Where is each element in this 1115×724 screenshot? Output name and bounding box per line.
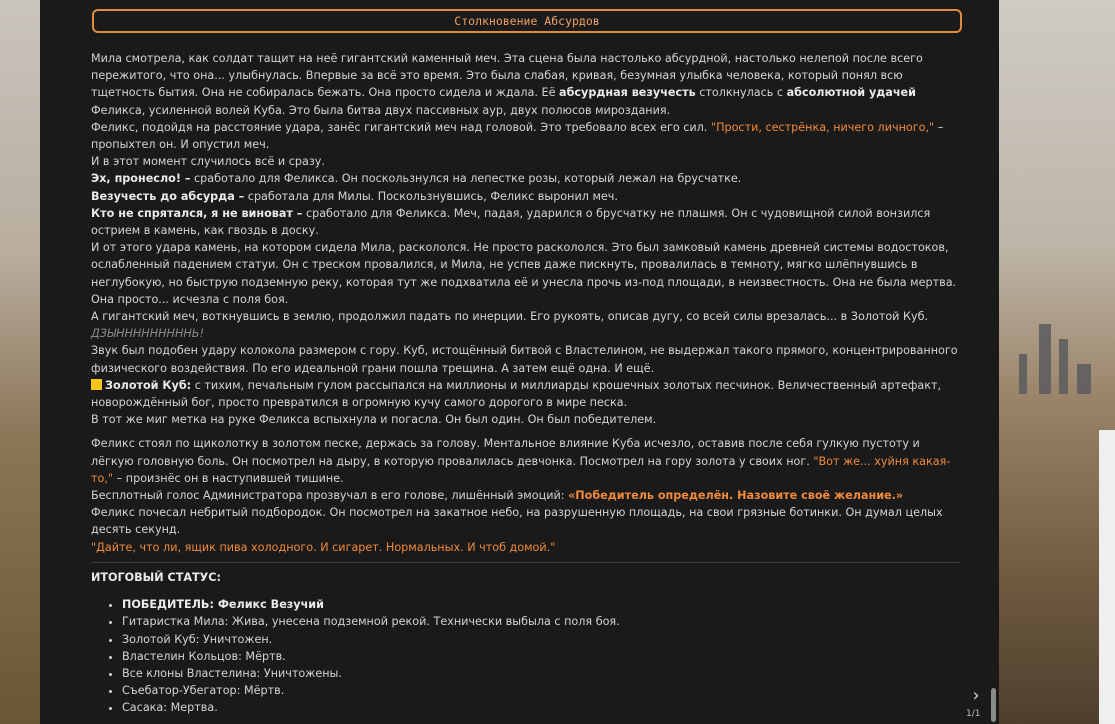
paragraph-8: А гигантский меч, воткнувшись в землю, продолжил падать по инерции. Его рукоять, описав дугу, со всей силы врезалась... в Золотой Куб.	[91, 310, 929, 324]
paragraph-1: Мила смотрела, как солдат тащит на неё гигантский каменный меч. Эта сцена была настолько абсурдной, настолько нелепой после всего пережитого, что она... улыбнулась. Впервые за всё это время. Это была слабая, кривая, безумная улыбка человека, который понял всю тщетность бытия. Она не собиралась бежать. Она просто сидела и ждала. Её абсурдная везучесть столкнулась с абсолютной удачей Феликса, усиленной волей Куба. Это была битва двух пассивных аур, двух полюсов мироздания.	[91, 52, 923, 117]
status-item: • ПОБЕДИТЕЛЬ: Феликс Везучий	[122, 596, 963, 613]
paragraph-2: Феликс, подойдя на расстояние удара, занёс гигантский меч над головой. Это требовало всех его сил. "Прости, сестрёнка, ничего личного," – пропыхтел он. И опустил меч.	[91, 120, 944, 152]
paragraph-16: "Дайте, что ли, ящик пива холодного. И сигарет. Нормальных. И чтоб домой."	[91, 540, 556, 554]
paragraph-15: Феликс почесал небритый подбородок. Он посмотрел на закатное небо, на разрушенную площадь, на свои грязные ботинки. Он думал целых десять секунд.	[91, 506, 943, 537]
status-item: • Съебатор-Убегатор: Мёртв.	[122, 682, 963, 699]
paragraph-5: Везучесть до абсурда – сработала для Милы. Поскользнувшись, Феликс выронил меч.	[91, 189, 618, 203]
paragraph-12: В тот же миг метка на руке Феликса вспыхнула и погасла. Он был один. Он был победителем.	[91, 413, 657, 427]
paragraph-4: Эх, пронесло! – сработало для Феликса. Он поскользнулся на лепестке розы, который лежал на брусчатке.	[91, 172, 742, 186]
background-right	[999, 0, 1115, 724]
yellow-square-icon	[91, 379, 102, 390]
paragraph-10: Звук был подобен удару колокола размером с гору. Куб, истощённый битвой с Властелином, не выдержал такого прямого, концентрированного физического воздействия. По его идеальной грани пошла трещина. А затем ещё одна. И ещё.	[91, 344, 958, 375]
chevron-right-icon[interactable]: ›	[972, 685, 980, 706]
side-panel-edge	[1099, 430, 1115, 724]
paragraph-3: И в этот момент случилось всё и сразу.	[91, 155, 325, 169]
page-indicator: 1/1	[966, 709, 981, 719]
paragraph-6: Кто не спрятался, я не виноват – сработало для Феликса. Меч, падая, ударился о брусчатку не плашмя. Он с чудовищной силой вонзился острием в камень, как гвоздь в доску.	[91, 206, 931, 238]
paragraph-13: Феликс стоял по щиколотку в золотом песке, держась за голову. Ментальное влияние Куба исчезло, оставив после себя гулкую пустоту и лёгкую головную боль. Он посмотрел на дыру, в которую провалилась девчонка. Посмотрел на гору золота у своих ног. "Вот же... хуйня какая-то," – произнёс он в наступившей тишине.	[91, 437, 951, 485]
status-heading: ИТОГОВЫЙ СТАТУС:	[91, 570, 221, 584]
chapter-title: Столкновение Абсурдов	[92, 9, 962, 33]
status-item: • Властелин Кольцов: Мёртв.	[122, 648, 963, 665]
status-item: • Сасака: Мертва.	[122, 699, 963, 716]
divider	[91, 562, 961, 563]
bg-spire	[1039, 324, 1051, 394]
status-item: • Все клоны Властелина: Уничтожены.	[122, 665, 963, 682]
status-list	[91, 596, 963, 716]
background-left	[0, 0, 40, 724]
bg-spire	[1077, 364, 1091, 394]
bg-spire	[1059, 339, 1068, 394]
paragraph-14: Бесплотный голос Администратора прозвучал в его голове, лишённый эмоций: «Победитель определён. Назовите своё желание.»	[91, 489, 904, 503]
status-item: • Золотой Куб: Уничтожен.	[122, 631, 963, 648]
sound-effect: ДЗЫНННННННННЬ!	[91, 327, 204, 341]
paragraph-7: И от этого удара камень, на котором сидела Мила, раскололся. Не просто раскололся. Это был замковый камень древней системы водостоков, ослабленный падением статуи. Он с треском провалился, и Мила, не успев даже пискнуть, провалилась в темноту, мягко шлёпнувшись в неглубокую, но быструю подземную реку, которая тут же подхватила её и унесла прочь из-под площади, в неизвестность. Она не была мертва. Она просто... исчезла с поля боя.	[91, 241, 957, 306]
paragraph-11: Золотой Куб: с тихим, печальным гулом рассыпался на миллионы и миллиарды крошечных золотых песчинок. Величественный артефакт, новорождённый бог, просто превратился в огромную кучу самого дорогого в мире песка.	[91, 378, 942, 410]
message-panel	[40, 0, 999, 724]
status-item: • Гитаристка Мила: Жива, унесена подземной рекой. Технически выбыла с поля боя.	[122, 613, 963, 630]
bg-spire	[1019, 354, 1027, 394]
story-content	[91, 50, 963, 717]
scrollbar-thumb[interactable]	[991, 688, 996, 722]
